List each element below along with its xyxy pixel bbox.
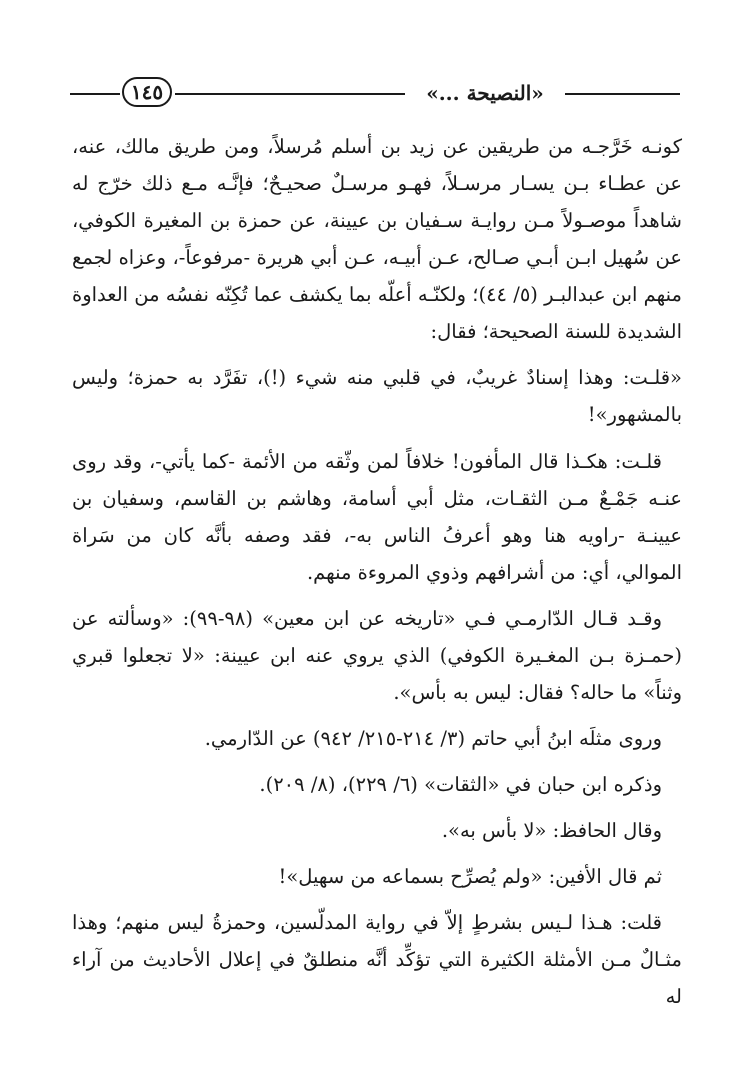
paragraph-hafiz: وقال الحافظ: «لا بأس به». xyxy=(441,819,662,842)
paragraph-intro: كونـه خَرَّجـه من طريقين عن زيد بن أسلم مُرسلاً، ومن طريق مالك، عنه، عن عطـاء بـن يسـار مرسـلاً، فهـو مرسـلٌ صحيـحٌ؛ فإنَّـه مـع ذلك خرّج له شاهداً موصـولاً مـن روايـة سـفيان بن عيينة، عن حمزة بن المغيرة الكوفي، عن سُهيل ابـن أبـي صـالح، عـن أبيـه، عـن أبي هريرة -مرفوعاً-، وعزاه لجمع منهم ابن عبدالبـر (٥/ ٤٤)؛ ولكنّـه أعلّه بما يكشف عما تُكِنّه نفسُه من العداوة الشديدة للسنة الصحيحة؛ فقال: xyxy=(72,135,682,343)
header-rule-right xyxy=(565,93,680,95)
paragraph-afin: ثم قال الأفين: «ولم يُصرِّح بسماعه من سهيل»! xyxy=(278,865,662,888)
paragraph-quote: «قلـت: وهذا إسنادٌ غريبٌ، في قلبي منه شيء (!)، تفَرَّد به حمزة؛ وليس بالمشهور»! xyxy=(72,366,682,426)
paragraph-ibn-abi-hatim: وروى مثلَه ابنُ أبي حاتم (٣/ ٢١٤-٢١٥/ ٩٤٢) عن الدّارمي. xyxy=(204,727,662,750)
header-rule-left xyxy=(70,93,120,95)
page-header xyxy=(70,74,680,114)
header-rule-middle xyxy=(175,93,405,95)
paragraph-response: قلـت: هكـذا قال المأفون! خلافاً لمن وثّقه من الأئمة -كما يأتي-، وقد روى عنـه جَمْـعٌ مـن الثقـات، مثل أبي أسامة، وهاشم بن القاسم، وسفيان بن عيينـة -راويه هنا وهو أعرفُ الناس به-، فقد وصفه بأنَّه كان من سَراة الموالي، أي: من أشرافهم وذوي المروءة منهم. xyxy=(72,450,682,584)
paragraph-ibn-hibban: وذكره ابن حبان في «الثقات» (٦/ ٢٢٩)، (٨/ ٢٠٩). xyxy=(259,773,662,796)
paragraph-conclusion: قلت: هـذا لـيس بشرطٍ إلاّ في رواية المدلّسين، وحمزةُ ليس منهم؛ وهذا مثـالٌ مـن الأمثلة الكثيرة التي تؤكِّد أنَّه منطلقٌ في إعلال الأحاديث من آراء له xyxy=(72,911,682,1008)
paragraph-darimi: وقـد قـال الدّارمـي فـي «تاريخه عن ابن معين» (٩٨-٩٩): «وسألته عن (حمـزة بـن المغـيرة الكوفي) الذي يروي عنه ابن عيينة: «لا تجعلوا قبري وثناً» ما حاله؟ فقال: ليس به بأس». xyxy=(72,607,682,704)
page-body xyxy=(72,128,682,1015)
running-title: «النصيحة ...» xyxy=(426,81,544,105)
page-number: ١٤٥ xyxy=(122,77,172,107)
